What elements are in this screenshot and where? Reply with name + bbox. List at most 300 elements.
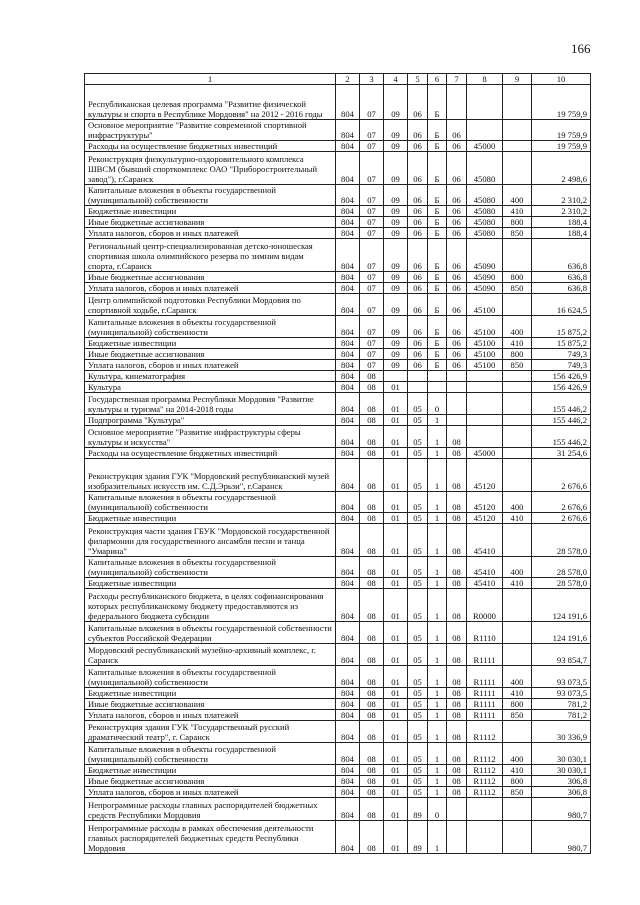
code-ministry: 804 [336,294,360,316]
code-expense-type [503,821,532,854]
code-section: 07 [360,152,384,185]
row-amount: 16 624,5 [532,294,591,316]
table-row [85,206,591,217]
code-section: 08 [360,765,384,776]
code-expense-type [503,524,532,557]
code-section: 07 [360,228,384,239]
code-program: 05 [408,644,428,666]
code-measure: 08 [447,492,467,513]
code-section: 08 [360,821,384,854]
code-ministry: 804 [336,798,360,821]
row-amount: 30 030,1 [532,765,591,776]
table-row [85,382,591,393]
table-row [85,371,591,382]
code-subprogram: 1 [428,622,447,644]
code-expense-type [503,644,532,666]
code-measure [447,415,467,426]
code-expense-type [503,141,532,152]
code-direction [467,382,503,393]
code-ministry: 804 [336,217,360,228]
code-subprogram: 1 [428,743,447,765]
row-name: Капитальные вложения в объекты государственной (муниципальной) собственности [85,492,336,513]
row-name: Непрограммные расходы в рамках обеспечения деятельности главных распорядителей бюджетных средств Республики Мордовия [85,821,336,854]
code-expense-type: 800 [503,699,532,710]
code-section: 07 [360,272,384,283]
code-program: 06 [408,228,428,239]
code-direction: 45100 [467,349,503,360]
row-amount: 636,8 [532,239,591,272]
table-row [85,513,591,524]
code-direction: R1111 [467,688,503,699]
code-measure: 08 [447,426,467,448]
code-direction [467,415,503,426]
code-subprogram: 1 [428,459,447,492]
code-subsection: 09 [384,185,408,206]
code-subprogram: Б [428,120,447,141]
code-ministry: 804 [336,821,360,854]
code-ministry: 804 [336,765,360,776]
code-expense-type [503,798,532,821]
code-measure: 08 [447,688,467,699]
row-name: Уплата налогов, сборов и иных платежей [85,787,336,798]
code-measure [447,382,467,393]
code-expense-type: 400 [503,316,532,338]
code-direction: 45080 [467,228,503,239]
code-section: 08 [360,622,384,644]
code-measure: 08 [447,765,467,776]
code-program: 05 [408,448,428,459]
row-name: Бюджетные инвестиции [85,765,336,776]
code-subprogram: 1 [428,644,447,666]
code-direction: 45120 [467,513,503,524]
code-direction: R1111 [467,699,503,710]
code-program: 05 [408,459,428,492]
code-subprogram: Б [428,338,447,349]
code-expense-type [503,382,532,393]
table-row [85,821,591,854]
code-direction: 45000 [467,448,503,459]
page-number: 166 [571,41,591,56]
row-name: Капитальные вложения в объекты государственной (муниципальной) собственности [85,185,336,206]
table-row [85,426,591,448]
row-amount: 2 310,2 [532,206,591,217]
code-expense-type [503,448,532,459]
code-program: 06 [408,294,428,316]
code-expense-type [503,721,532,743]
table-row [85,120,591,141]
code-program: 06 [408,217,428,228]
code-measure [447,393,467,415]
code-subprogram: 1 [428,776,447,787]
budget-table [84,73,591,854]
code-section: 08 [360,710,384,721]
code-subsection: 01 [384,644,408,666]
code-measure: 06 [447,272,467,283]
code-program: 89 [408,821,428,854]
code-measure: 08 [447,578,467,589]
code-expense-type: 410 [503,338,532,349]
code-measure: 06 [447,294,467,316]
code-subsection: 09 [384,272,408,283]
code-direction: 45090 [467,283,503,294]
row-name: Капитальные вложения в объекты государственной (муниципальной) собственности [85,557,336,578]
code-subsection: 01 [384,492,408,513]
code-subprogram: Б [428,152,447,185]
code-subsection: 01 [384,578,408,589]
table-row [85,349,591,360]
code-ministry: 804 [336,426,360,448]
table-row [85,644,591,666]
code-section: 08 [360,459,384,492]
code-ministry: 804 [336,228,360,239]
row-amount: 156 426,9 [532,382,591,393]
table-row [85,798,591,821]
code-measure: 08 [447,459,467,492]
code-subsection: 01 [384,787,408,798]
code-ministry: 804 [336,666,360,688]
code-direction: R1112 [467,765,503,776]
table-row [85,666,591,688]
row-name: Республиканская целевая программа "Развитие физической культуры и спорта в Республике Мордовия" на 2012 - 2016 годы [85,85,336,120]
code-measure: 08 [447,622,467,644]
code-program: 06 [408,141,428,152]
code-expense-type: 850 [503,787,532,798]
code-ministry: 804 [336,557,360,578]
code-section: 07 [360,217,384,228]
code-program: 05 [408,492,428,513]
code-subsection: 01 [384,557,408,578]
code-subsection: 01 [384,513,408,524]
code-expense-type: 800 [503,349,532,360]
code-ministry: 804 [336,589,360,622]
table-row [85,85,591,120]
row-amount: 188,4 [532,228,591,239]
code-program: 05 [408,415,428,426]
row-amount: 749,3 [532,349,591,360]
code-measure: 08 [447,776,467,787]
row-name: Расходы на осуществление бюджетных инвестиций [85,448,336,459]
code-section: 08 [360,524,384,557]
code-ministry: 804 [336,688,360,699]
code-direction: 45000 [467,141,503,152]
code-subprogram: Б [428,141,447,152]
code-ministry: 804 [336,141,360,152]
code-section: 08 [360,776,384,787]
row-amount: 188,4 [532,217,591,228]
code-subsection: 09 [384,294,408,316]
code-subsection: 01 [384,776,408,787]
code-program: 06 [408,349,428,360]
code-measure: 08 [447,644,467,666]
row-name: Культура [85,382,336,393]
code-expense-type: 410 [503,206,532,217]
code-ministry: 804 [336,710,360,721]
row-amount: 155 446,2 [532,393,591,415]
code-direction: 45080 [467,185,503,206]
code-measure: 06 [447,217,467,228]
code-ministry: 804 [336,316,360,338]
row-name: Непрограммные расходы главных распорядителей бюджетных средств Республики Мордовия [85,798,336,821]
table-row [85,688,591,699]
code-subprogram: 1 [428,557,447,578]
column-header: 4 [384,74,408,85]
code-direction: 45410 [467,578,503,589]
code-expense-type: 850 [503,283,532,294]
code-subsection: 01 [384,666,408,688]
code-subprogram: 1 [428,426,447,448]
code-subsection: 01 [384,524,408,557]
code-measure [447,85,467,120]
code-section: 08 [360,415,384,426]
code-program: 06 [408,283,428,294]
code-direction: R0000 [467,589,503,622]
code-subprogram: 1 [428,578,447,589]
code-direction: R1111 [467,710,503,721]
code-program: 05 [408,622,428,644]
row-amount: 306,8 [532,776,591,787]
code-subsection: 01 [384,415,408,426]
code-subsection: 09 [384,141,408,152]
code-subprogram: Б [428,360,447,371]
code-direction: R1110 [467,622,503,644]
code-expense-type: 410 [503,765,532,776]
code-program: 06 [408,272,428,283]
column-header: 1 [85,74,336,85]
code-program: 06 [408,152,428,185]
code-direction [467,120,503,141]
code-direction: R1111 [467,666,503,688]
row-name: Основное мероприятие "Развитие современной спортивной инфраструктуры" [85,120,336,141]
code-subsection: 09 [384,283,408,294]
code-direction [467,393,503,415]
code-subprogram: 1 [428,415,447,426]
column-header: 7 [447,74,467,85]
row-name: Бюджетные инвестиции [85,688,336,699]
code-section: 07 [360,85,384,120]
code-subsection: 09 [384,217,408,228]
code-ministry: 804 [336,448,360,459]
code-ministry: 804 [336,492,360,513]
code-section: 07 [360,316,384,338]
row-name: Мордовский республиканский музейно-архивный комплекс, г. Саранск [85,644,336,666]
code-subprogram: 1 [428,721,447,743]
code-section: 08 [360,492,384,513]
column-header: 6 [428,74,447,85]
code-subprogram: 0 [428,798,447,821]
row-amount: 2 676,6 [532,459,591,492]
code-subsection: 01 [384,710,408,721]
table-row [85,228,591,239]
row-amount: 2 676,6 [532,492,591,513]
code-section: 08 [360,513,384,524]
column-header: 3 [360,74,384,85]
code-direction: 45100 [467,294,503,316]
row-amount: 15 875,2 [532,316,591,338]
code-subprogram: 1 [428,524,447,557]
row-name: Иные бюджетные ассигнования [85,217,336,228]
code-expense-type [503,622,532,644]
code-expense-type [503,393,532,415]
table-row [85,710,591,721]
code-ministry: 804 [336,272,360,283]
code-expense-type [503,294,532,316]
code-measure: 06 [447,239,467,272]
row-name: Реконструкция здания ГУК "Государственный русский драматический театр", г. Саранск [85,721,336,743]
code-measure: 08 [447,448,467,459]
code-section: 08 [360,721,384,743]
code-section: 08 [360,557,384,578]
code-program: 06 [408,239,428,272]
row-amount: 15 875,2 [532,338,591,349]
code-section: 08 [360,644,384,666]
code-ministry: 804 [336,787,360,798]
code-ministry: 804 [336,349,360,360]
code-ministry: 804 [336,206,360,217]
row-name: Культура, кинематография [85,371,336,382]
code-subsection: 09 [384,206,408,217]
code-program: 06 [408,120,428,141]
code-ministry: 804 [336,338,360,349]
row-amount: 2 310,2 [532,185,591,206]
code-direction: 45080 [467,217,503,228]
row-amount: 28 578,0 [532,578,591,589]
column-header: 5 [408,74,428,85]
code-measure [447,371,467,382]
code-section: 08 [360,798,384,821]
code-subsection: 09 [384,239,408,272]
code-program: 05 [408,426,428,448]
code-program: 05 [408,589,428,622]
code-measure: 06 [447,349,467,360]
row-name: Уплата налогов, сборов и иных платежей [85,710,336,721]
row-name: Капитальные вложения в объекты государственной (муниципальной) собственности [85,316,336,338]
code-expense-type: 400 [503,666,532,688]
code-subsection: 01 [384,393,408,415]
code-measure: 06 [447,360,467,371]
row-name: Реконструкция физкультурно-оздоровительного комплекса ШВСМ (бывший спорткомплекс ОАО "Приборостроительный завод"), г.Саранск [85,152,336,185]
code-subprogram: Б [428,228,447,239]
row-name: Центр олимпийской подготовки Республики Мордовия по спортивной ходьбе, г.Саранск [85,294,336,316]
code-direction: R1111 [467,644,503,666]
code-measure: 08 [447,699,467,710]
table-row [85,415,591,426]
row-amount: 124 191,6 [532,622,591,644]
code-direction: R1112 [467,776,503,787]
code-program: 05 [408,787,428,798]
row-amount: 2 498,6 [532,152,591,185]
row-name: Бюджетные инвестиции [85,578,336,589]
row-name: Бюджетные инвестиции [85,338,336,349]
code-subsection: 01 [384,459,408,492]
code-direction: R1112 [467,743,503,765]
row-name: Подпрограмма "Культура" [85,415,336,426]
code-subprogram [428,371,447,382]
row-name: Иные бюджетные ассигнования [85,349,336,360]
code-subprogram: 1 [428,710,447,721]
code-program: 05 [408,557,428,578]
code-expense-type: 400 [503,557,532,578]
row-amount: 636,8 [532,272,591,283]
code-direction: 45100 [467,338,503,349]
code-subsection: 01 [384,448,408,459]
code-program [408,371,428,382]
code-measure: 08 [447,721,467,743]
code-measure: 06 [447,338,467,349]
table-row [85,776,591,787]
code-program: 05 [408,699,428,710]
code-subprogram: 1 [428,513,447,524]
code-section: 08 [360,393,384,415]
row-name: Расходы на осуществление бюджетных инвестиций [85,141,336,152]
code-expense-type [503,589,532,622]
code-expense-type: 800 [503,217,532,228]
code-ministry: 804 [336,721,360,743]
code-ministry: 804 [336,578,360,589]
code-program: 05 [408,666,428,688]
code-expense-type [503,459,532,492]
code-program: 05 [408,765,428,776]
code-measure: 06 [447,206,467,217]
table-row [85,743,591,765]
table-row [85,294,591,316]
code-subsection [384,371,408,382]
code-subsection: 01 [384,699,408,710]
table-row [85,338,591,349]
row-amount: 19 759,9 [532,120,591,141]
table-row [85,217,591,228]
code-section: 07 [360,360,384,371]
row-amount: 19 759,9 [532,85,591,120]
code-subprogram: 1 [428,589,447,622]
code-measure: 06 [447,228,467,239]
code-direction: R1112 [467,721,503,743]
column-header: 10 [532,74,591,85]
row-amount: 781,2 [532,699,591,710]
code-ministry: 804 [336,513,360,524]
row-amount: 124 191,6 [532,589,591,622]
code-ministry: 804 [336,283,360,294]
code-subsection: 01 [384,622,408,644]
table-row [85,459,591,492]
code-expense-type [503,152,532,185]
code-direction: 45410 [467,557,503,578]
code-subsection: 01 [384,382,408,393]
row-name: Расходы республиканского бюджета, в целях софинансирования которых республиканскому бюджету предоставляются из федерального бюджета субсидии [85,589,336,622]
code-subprogram: Б [428,206,447,217]
row-name: Уплата налогов, сборов и иных платежей [85,228,336,239]
code-ministry: 804 [336,459,360,492]
code-measure: 08 [447,589,467,622]
code-expense-type: 850 [503,360,532,371]
code-expense-type: 410 [503,513,532,524]
row-name: Капитальные вложения в объекты государственной собственности субъектов Российской Федерации [85,622,336,644]
code-direction [467,371,503,382]
code-subsection: 09 [384,360,408,371]
table-row [85,141,591,152]
code-subprogram: Б [428,283,447,294]
code-ministry: 804 [336,120,360,141]
code-program: 06 [408,316,428,338]
row-amount: 19 759,9 [532,141,591,152]
column-header: 8 [467,74,503,85]
row-amount: 93 073,5 [532,666,591,688]
code-subsection: 01 [384,721,408,743]
code-subsection: 09 [384,316,408,338]
row-name: Уплата налогов, сборов и иных платежей [85,283,336,294]
code-subsection: 09 [384,85,408,120]
code-measure: 08 [447,787,467,798]
code-measure: 08 [447,666,467,688]
